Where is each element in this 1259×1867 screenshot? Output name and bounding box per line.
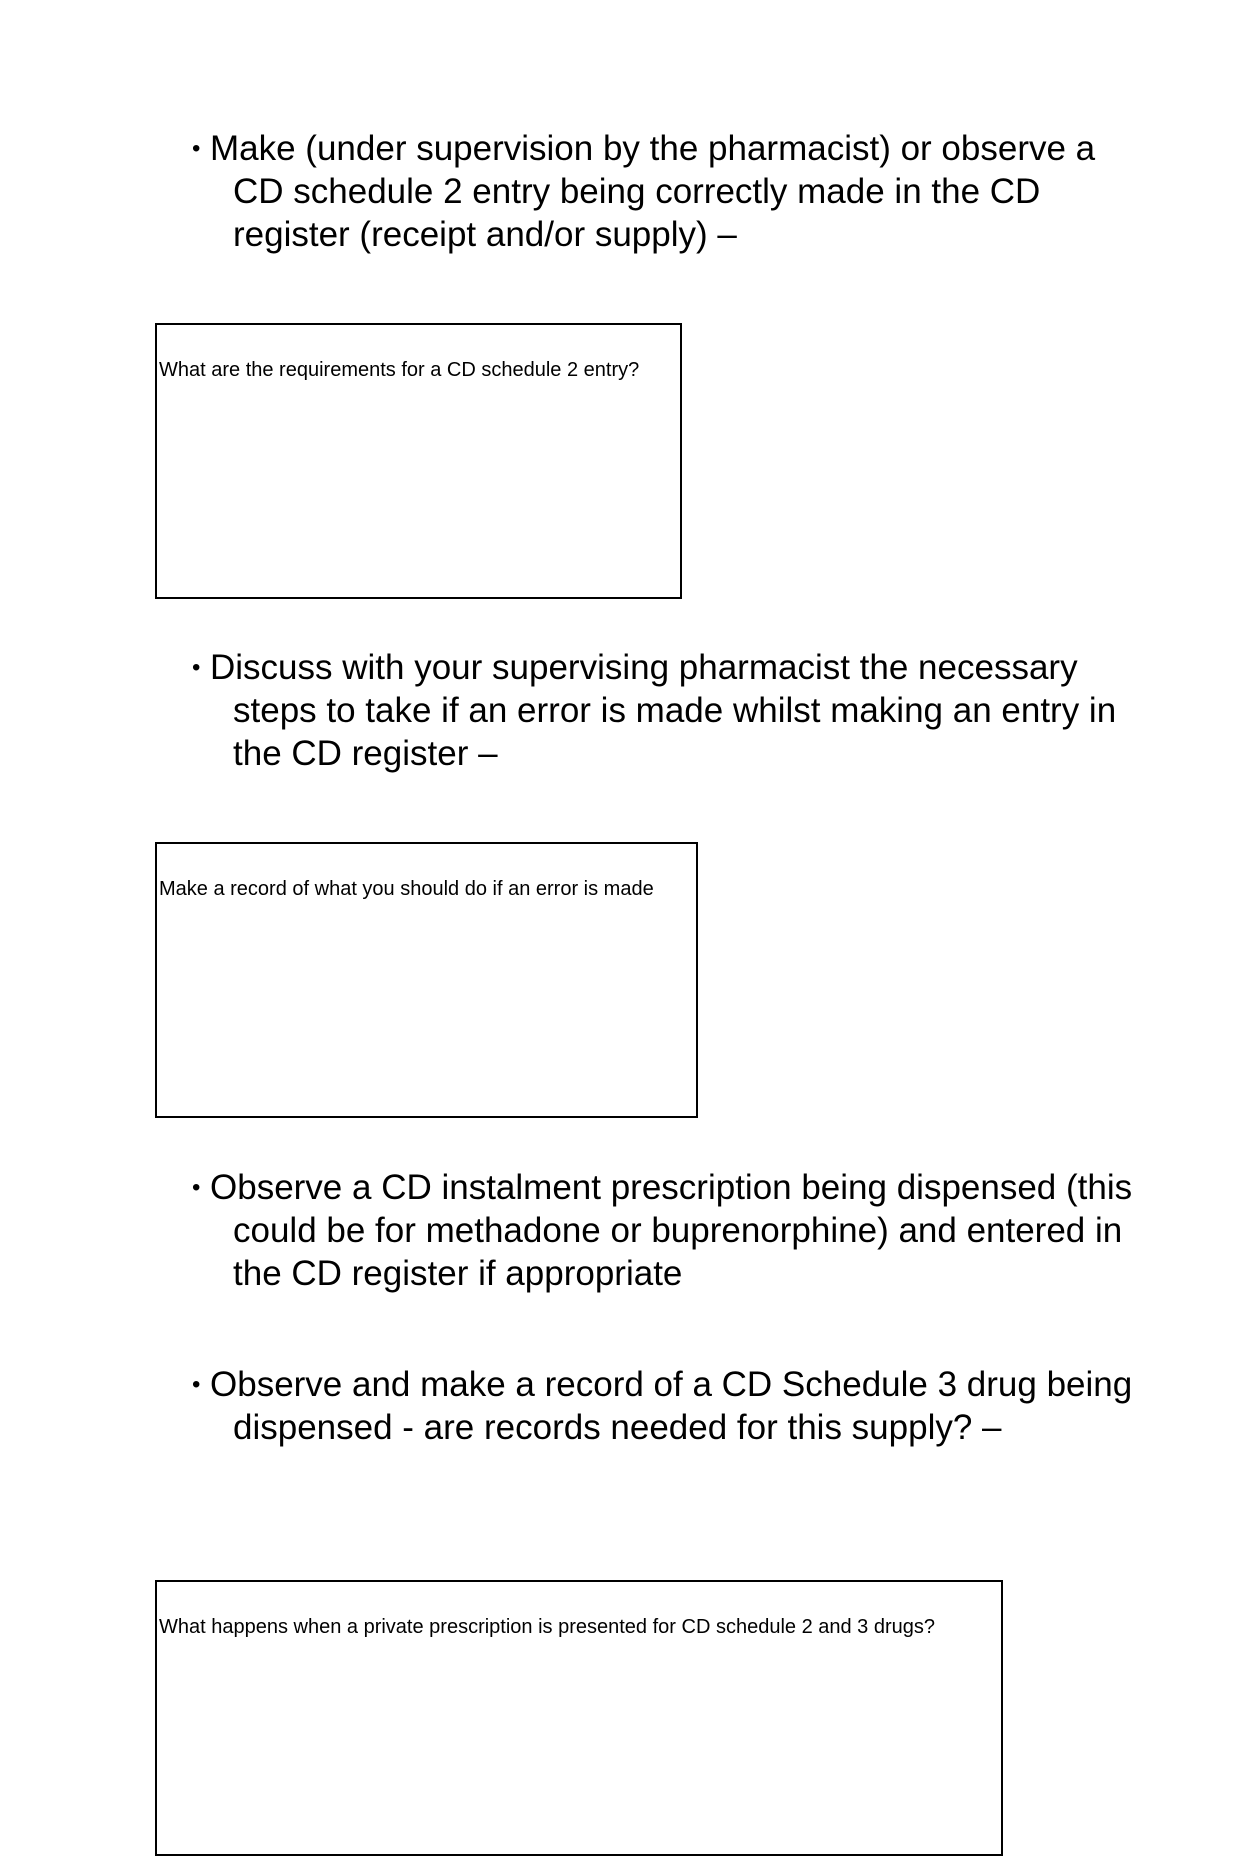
answer-box-prompt: Make a record of what you should do if an error is made: [159, 878, 654, 900]
answer-box-private-prescription[interactable]: [155, 1580, 1003, 1856]
task-item-instalment-prescription: [192, 1166, 1152, 1295]
bullet-icon: •: [192, 1371, 201, 1398]
answer-box-prompt: What are the requirements for a CD schedule 2 entry?: [159, 359, 640, 381]
task-text: Observe and make a record of a CD Schedule 3 drug being dispensed - are records needed for this supply? –: [210, 1365, 1133, 1447]
bullet-icon: •: [192, 135, 201, 162]
bullet-icon: •: [192, 654, 201, 681]
task-item-cd-schedule-2-entry: [192, 127, 1152, 256]
task-text: Discuss with your supervising pharmacist the necessary steps to take if an error is made whilst making an entry in the CD register –: [210, 648, 1117, 773]
answer-box-requirements[interactable]: [155, 323, 682, 599]
task-item-error-steps: [192, 646, 1152, 775]
answer-box-prompt: What happens when a private prescription is presented for CD schedule 2 and 3 drugs?: [159, 1616, 936, 1638]
task-text: Observe a CD instalment prescription being dispensed (this could be for methadone or buprenorphine) and entered in the CD register if appropriate: [210, 1168, 1133, 1293]
task-item-schedule-3-record: [192, 1363, 1152, 1449]
bullet-icon: •: [192, 1174, 201, 1201]
answer-box-error-record[interactable]: [155, 842, 698, 1118]
task-text: Make (under supervision by the pharmacist) or observe a CD schedule 2 entry being correctly made in the CD register (receipt and/or supply) –: [210, 129, 1096, 254]
